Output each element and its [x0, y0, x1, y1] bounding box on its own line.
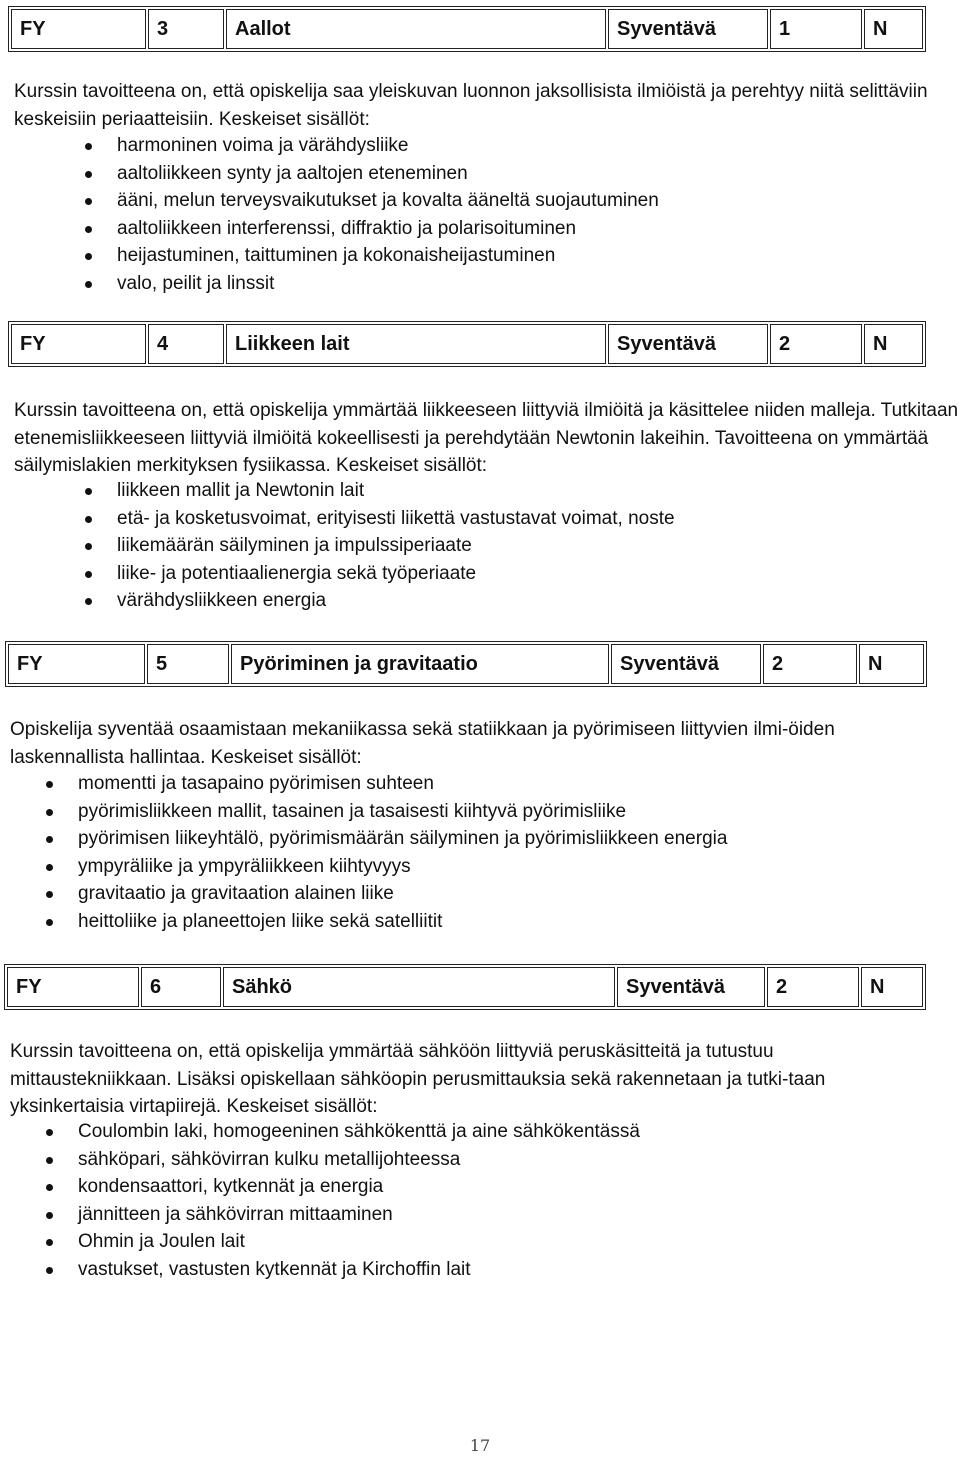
- course-header-table: [4, 964, 926, 1010]
- course-header-table: [8, 321, 926, 367]
- bullet-icon: [85, 226, 92, 233]
- course-subject: FY: [11, 324, 146, 364]
- bullet-icon: [85, 171, 92, 178]
- course-name: Aallot: [226, 9, 606, 49]
- bullet-icon: [46, 1239, 53, 1246]
- list-item: heittoliike ja planeettojen liike sekä satelliitit: [78, 908, 727, 936]
- bullet-icon: [46, 781, 53, 788]
- course-level: Syventävä: [611, 644, 761, 684]
- bullet-icon: [46, 1129, 53, 1136]
- bullet-icon: [46, 919, 53, 926]
- course-grading: N: [861, 967, 923, 1007]
- bullet-icon: [46, 836, 53, 843]
- list-item: valo, peilit ja linssit: [117, 270, 659, 298]
- course-number: 4: [148, 324, 224, 364]
- list-item: liikemäärän säilyminen ja impulssiperiaate: [117, 532, 675, 560]
- course-content-list: [117, 477, 675, 615]
- list-item: jännitteen ja sähkövirran mittaaminen: [78, 1201, 640, 1229]
- course-content-list: [78, 770, 727, 936]
- list-item: Ohmin ja Joulen lait: [78, 1228, 640, 1256]
- course-header-table: [8, 6, 926, 52]
- course-credits: 1: [770, 9, 862, 49]
- course-grading: N: [864, 324, 923, 364]
- bullet-icon: [46, 809, 53, 816]
- list-item: liikkeen mallit ja Newtonin lait: [117, 477, 675, 505]
- list-item: kondensaattori, kytkennät ja energia: [78, 1173, 640, 1201]
- bullet-icon: [46, 864, 53, 871]
- course-credits: 2: [770, 324, 862, 364]
- list-item: aaltoliikkeen interferenssi, diffraktio ja polarisoituminen: [117, 215, 659, 243]
- list-item: heijastuminen, taittuminen ja kokonaisheijastuminen: [117, 242, 659, 270]
- list-item: Coulombin laki, homogeeninen sähkökenttä ja aine sähkökentässä: [78, 1118, 640, 1146]
- course-description: Kurssin tavoitteena on, että opiskelija saa yleiskuvan luonnon jaksollisista ilmiöistä ja perehtyy niitä selittäviin keskeisiin periaatteisiin. Keskeiset sisällöt:: [14, 81, 928, 130]
- course-description: Opiskelija syventää osaamistaan mekaniikassa sekä statiikkaan ja pyörimiseen liittyvien ilmi-öiden laskennallista hallintaa. Keskeiset sisällöt:: [10, 719, 835, 768]
- bullet-icon: [46, 1212, 53, 1219]
- bullet-icon: [46, 1157, 53, 1164]
- bullet-icon: [85, 143, 92, 150]
- list-item: ympyräliike ja ympyräliikkeen kiihtyvyys: [78, 853, 727, 881]
- list-item: ääni, melun terveysvaikutukset ja kovalta ääneltä suojautuminen: [117, 187, 659, 215]
- bullet-icon: [85, 281, 92, 288]
- course-credits: 2: [763, 644, 857, 684]
- course-number: 3: [148, 9, 224, 49]
- course-level: Syventävä: [617, 967, 765, 1007]
- course-level: Syventävä: [608, 324, 768, 364]
- bullet-icon: [85, 598, 92, 605]
- bullet-icon: [85, 488, 92, 495]
- page-number: 17: [469, 1436, 491, 1455]
- course-header-table: [5, 641, 927, 687]
- list-item: harmoninen voima ja värähdysliike: [117, 132, 659, 160]
- bullet-icon: [85, 253, 92, 260]
- list-item: vastukset, vastusten kytkennät ja Kirchoffin lait: [78, 1256, 640, 1284]
- list-item: pyörimisliikkeen mallit, tasainen ja tasaisesti kiihtyvä pyörimisliike: [78, 798, 727, 826]
- course-content-list: [78, 1118, 640, 1284]
- course-grading: N: [864, 9, 923, 49]
- list-item: gravitaatio ja gravitaation alainen liike: [78, 880, 727, 908]
- list-item: liike- ja potentiaalienergia sekä työperiaate: [117, 560, 675, 588]
- bullet-icon: [85, 571, 92, 578]
- course-description: Kurssin tavoitteena on, että opiskelija ymmärtää liikkeeseen liittyviä ilmiöitä ja käsittelee niiden malleja. Tutkitaan etenemisliikkeeseen liittyviä ilmiöitä kokeellisesti ja perehdytään Newtonin lakeihin. Tavoitteena on ymmärtää säilymislakien merkityksen fysiikassa. Keskeiset sisällöt:: [14, 400, 959, 476]
- course-grading: N: [859, 644, 924, 684]
- course-name: Sähkö: [223, 967, 615, 1007]
- course-name: Liikkeen lait: [226, 324, 606, 364]
- bullet-icon: [46, 1184, 53, 1191]
- bullet-icon: [46, 891, 53, 898]
- list-item: pyörimisen liikeyhtälö, pyörimismäärän säilyminen ja pyörimisliikkeen energia: [78, 825, 727, 853]
- list-item: sähköpari, sähkövirran kulku metallijohteessa: [78, 1146, 640, 1174]
- course-number: 6: [141, 967, 221, 1007]
- bullet-icon: [85, 516, 92, 523]
- course-subject: FY: [8, 644, 145, 684]
- bullet-icon: [46, 1267, 53, 1274]
- course-subject: FY: [7, 967, 139, 1007]
- course-credits: 2: [767, 967, 859, 1007]
- list-item: värähdysliikkeen energia: [117, 587, 675, 615]
- list-item: aaltoliikkeen synty ja aaltojen eteneminen: [117, 160, 659, 188]
- list-item: momentti ja tasapaino pyörimisen suhteen: [78, 770, 727, 798]
- course-subject: FY: [11, 9, 146, 49]
- course-number: 5: [147, 644, 229, 684]
- course-level: Syventävä: [608, 9, 768, 49]
- bullet-icon: [85, 543, 92, 550]
- course-description: Kurssin tavoitteena on, että opiskelija ymmärtää sähköön liittyviä peruskäsitteitä ja tutustuu mittaustekniikkaan. Lisäksi opiskellaan sähköopin perusmittauksia sekä rakennetaan ja tutki-taan yksinkertaisia virtapiirejä. Keskeiset sisällöt:: [10, 1041, 826, 1117]
- bullet-icon: [85, 198, 92, 205]
- course-name: Pyöriminen ja gravitaatio: [231, 644, 609, 684]
- list-item: etä- ja kosketusvoimat, erityisesti liikettä vastustavat voimat, noste: [117, 505, 675, 533]
- course-content-list: [117, 132, 659, 298]
